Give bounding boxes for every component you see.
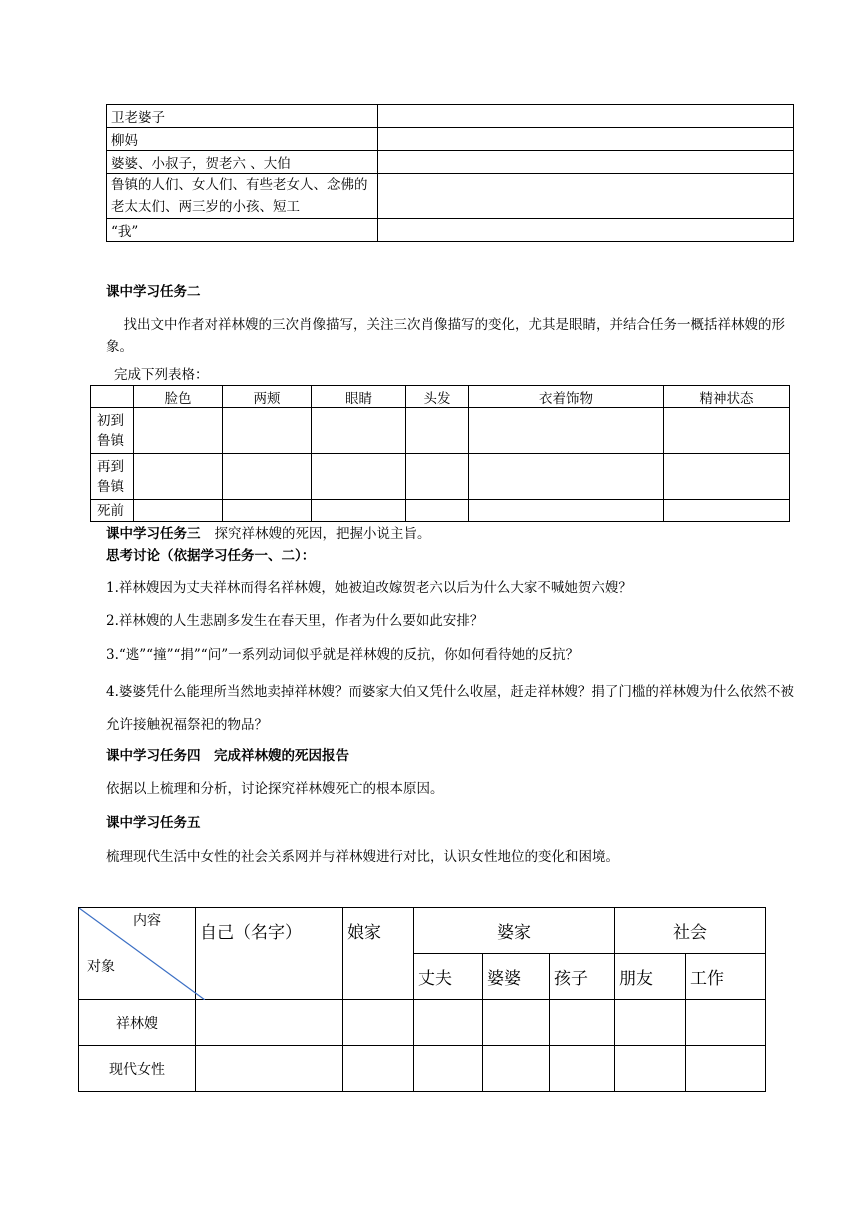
table-cell [378,128,794,151]
table-row [91,408,790,454]
table-row [79,1000,766,1046]
friends-header: 朋友 [615,954,686,1000]
table-cell [406,454,469,500]
table-cell [378,105,794,128]
table-row [79,1046,766,1092]
task3-discussion: 思考讨论（依据学习任务一、二）： [106,548,316,564]
table-cell [483,1046,550,1092]
inlaw-header: 婆家 [414,908,615,954]
table-row [107,151,794,174]
table-row [107,174,794,219]
table-header: 衣着饰物 [469,386,664,408]
table-cell [550,1046,615,1092]
table-header-row [79,908,766,954]
table-cell [134,454,223,500]
diag-bottom-label: 对象 [87,959,115,975]
table-cell [469,408,664,454]
row-header: 死前 [91,500,134,522]
row-header: 初到鲁镇 [91,408,134,454]
table-cell: 鲁镇的人们、女人们、有些老女人、念佛的老太太们、两三岁的小孩、短工 [107,174,378,219]
table-cell [550,1000,615,1046]
self-header: 自己（名字） [196,908,343,1000]
question-2: 2.祥林嫂的人生悲剧多发生在春天里，作者为什么要如此安排？ [106,613,484,629]
diag-top-label: 内容 [133,913,161,929]
table-cell [196,1000,343,1046]
character-table [106,104,794,242]
maiden-header: 娘家 [343,908,414,1000]
society-header: 社会 [615,908,766,954]
table-cell [223,454,312,500]
table-header [91,386,134,408]
row-header: 现代女性 [79,1046,196,1092]
table-cell [686,1000,766,1046]
task4-text: 依据以上梳理和分析，讨论探究祥林嫂死亡的根本原因。 [106,781,444,797]
mother-in-law-header: 婆婆 [483,954,550,1000]
table-cell [686,1046,766,1092]
table-cell [378,174,794,219]
table-cell [664,500,790,522]
question-1: 1.祥林嫂因为丈夫祥林而得名祥林嫂，她被迫改嫁贺老六以后为什么大家不喊她贺六嫂？ [106,580,632,596]
portrait-table [90,385,790,522]
table-row [107,105,794,128]
table-header-row [91,386,790,408]
task4-title: 课中学习任务四 完成祥林嫂的死因报告 [106,748,349,764]
table-cell [343,1046,414,1092]
table-cell [664,408,790,454]
task3-title: 课中学习任务三 [106,526,201,542]
table-cell [615,1046,686,1092]
table-header: 两颊 [223,386,312,408]
table-cell [414,1046,483,1092]
table-cell [664,454,790,500]
table-cell [312,454,406,500]
task2-table-caption: 完成下列表格： [114,367,209,383]
task2-title: 课中学习任务二 [106,284,201,300]
task5-text: 梳理现代生活中女性的社会关系网并与祥林嫂进行对比，认识女性地位的变化和困境。 [106,849,619,865]
table-row [107,219,794,242]
table-cell [196,1046,343,1092]
table-row [91,500,790,522]
row-header: 祥林嫂 [79,1000,196,1046]
table-row [107,128,794,151]
work-header: 工作 [686,954,766,1000]
task3-heading [106,523,431,545]
table-cell [483,1000,550,1046]
table-cell [414,1000,483,1046]
husband-header: 丈夫 [414,954,483,1000]
table-cell [343,1000,414,1046]
table-cell: “我” [107,219,378,242]
table-cell [406,408,469,454]
table-cell [134,408,223,454]
table-cell [615,1000,686,1046]
task2-instruction: 找出文中作者对祥林嫂的三次肖像描写，关注三次肖像描写的变化，尤其是眼睛，并结合任务一概括祥林嫂的形象。 [106,317,786,355]
table-header: 脸色 [134,386,223,408]
table-cell [406,500,469,522]
relation-table [78,907,766,1092]
table-cell [223,500,312,522]
question-4: 4.婆婆凭什么能理所当然地卖掉祥林嫂？而婆家大伯又凭什么收屋，赶走祥林嫂？捐了门槛的祥林嫂为什么依然不被允许接触祝福祭祀的物品？ [106,684,794,733]
table-cell: 柳妈 [107,128,378,151]
table-cell [312,500,406,522]
task3-subtitle: 探究祥林嫂的死因，把握小说主旨。 [214,526,431,542]
table-row [91,454,790,500]
table-cell [223,408,312,454]
task5-title: 课中学习任务五 [106,815,201,831]
diagonal-header-cell [79,908,196,1000]
table-cell [378,151,794,174]
table-cell [469,454,664,500]
table-header: 眼睛 [312,386,406,408]
table-cell [134,500,223,522]
question-3: 3.“逃”“撞”“捐”“问”一系列动词似乎就是祥林嫂的反抗，你如何看待她的反抗？ [106,647,580,663]
table-cell [378,219,794,242]
table-header: 精神状态 [664,386,790,408]
table-cell [469,500,664,522]
children-header: 孩子 [550,954,615,1000]
table-cell: 婆婆、小叔子，贺老六 、大伯 [107,151,378,174]
row-header: 再到鲁镇 [91,454,134,500]
table-cell [312,408,406,454]
table-header: 头发 [406,386,469,408]
table-cell: 卫老婆子 [107,105,378,128]
